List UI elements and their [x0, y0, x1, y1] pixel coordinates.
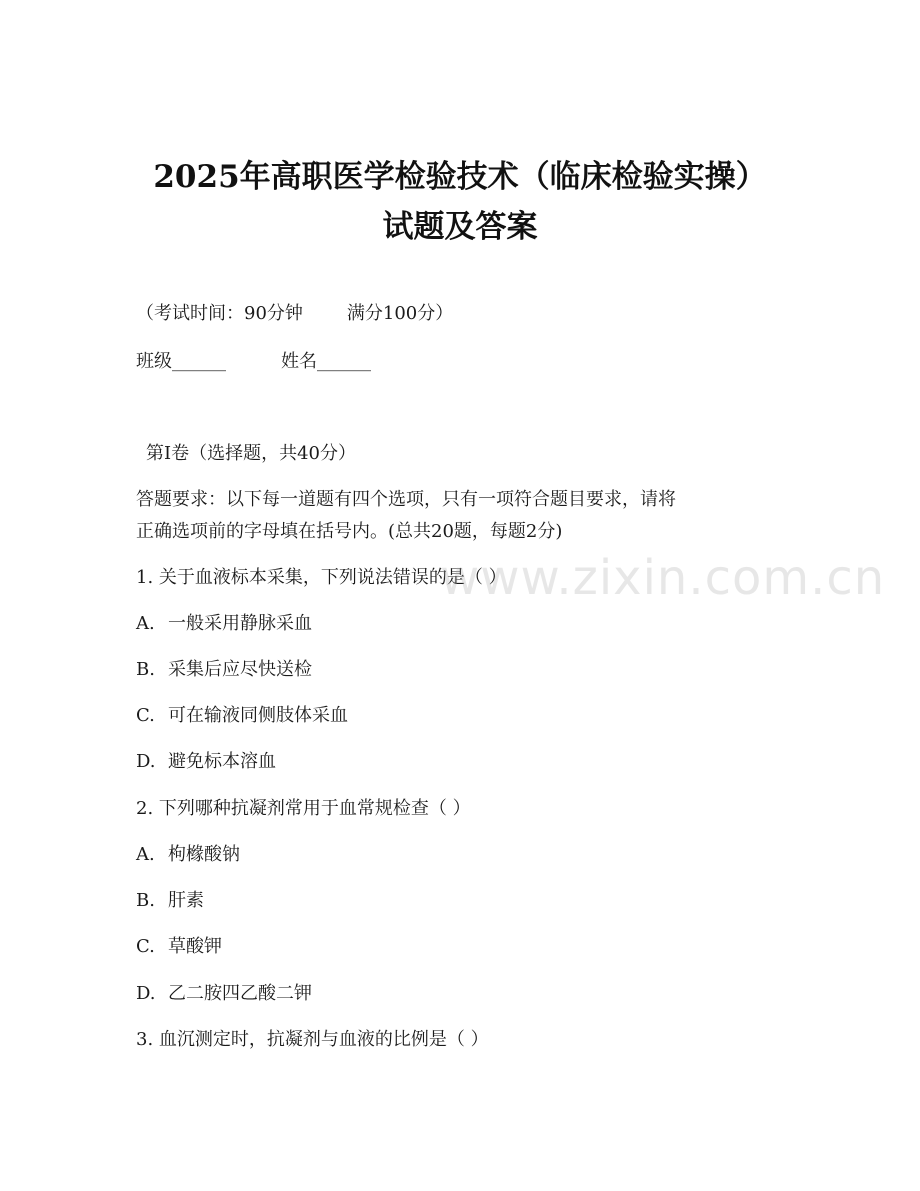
option-text: 可在输液同侧肢体采血: [168, 705, 348, 726]
instructions-line-2: 正确选项前的字母填在括号内。(总共20题，每题2分): [136, 521, 563, 542]
section-title: 第I卷（选择题，共40分）: [146, 443, 357, 464]
option-text: 乙二胺四乙酸二钾: [168, 983, 312, 1004]
question-stem: 1. 关于血液标本采集，下列说法错误的是（ ）: [136, 567, 507, 588]
option-letter: B.: [136, 659, 155, 680]
option-item: [136, 612, 312, 636]
class-field-label: 班级______: [136, 351, 226, 372]
option-text: 采集后应尽快送检: [168, 659, 312, 680]
watermark: www.zixin.com.cn: [440, 550, 886, 606]
option-item: [136, 889, 204, 913]
option-letter: B.: [136, 890, 155, 911]
option-text: 枸橼酸钠: [168, 844, 240, 865]
title-line-2: 试题及答案: [382, 209, 538, 245]
option-item: [136, 750, 276, 774]
option-text: 草酸钾: [168, 936, 222, 957]
option-letter: C.: [136, 705, 155, 726]
exam-info: [136, 302, 453, 326]
option-text: 肝素: [168, 890, 204, 911]
option-letter: D.: [136, 751, 156, 772]
name-field-label: 姓名______: [281, 351, 371, 372]
option-text: 避免标本溶血: [168, 751, 276, 772]
question-stem: 3. 血沉测定时，抗凝剂与血液的比例是（ ）: [136, 1029, 489, 1050]
question-stem: 2. 下列哪种抗凝剂常用于血常规检查（ ）: [136, 798, 471, 819]
option-text: 一般采用静脉采血: [168, 613, 312, 634]
option-letter: D.: [136, 983, 156, 1004]
option-letter: A.: [136, 844, 155, 865]
option-letter: C.: [136, 936, 155, 957]
option-item: [136, 658, 312, 682]
option-item: [136, 935, 222, 959]
instructions-line-1: 答题要求：以下每一道题有四个选项，只有一项符合题目要求，请将: [136, 489, 676, 510]
student-info: [136, 350, 371, 374]
option-item: [136, 704, 348, 728]
title-line-1: 2025年高职医学检验技术（临床检验实操）: [153, 159, 767, 195]
option-item: [136, 843, 240, 867]
exam-time: （考试时间：90分钟: [136, 303, 303, 324]
exam-score: 满分100分）: [346, 303, 454, 324]
option-item: [136, 982, 312, 1006]
option-letter: A.: [136, 613, 155, 634]
